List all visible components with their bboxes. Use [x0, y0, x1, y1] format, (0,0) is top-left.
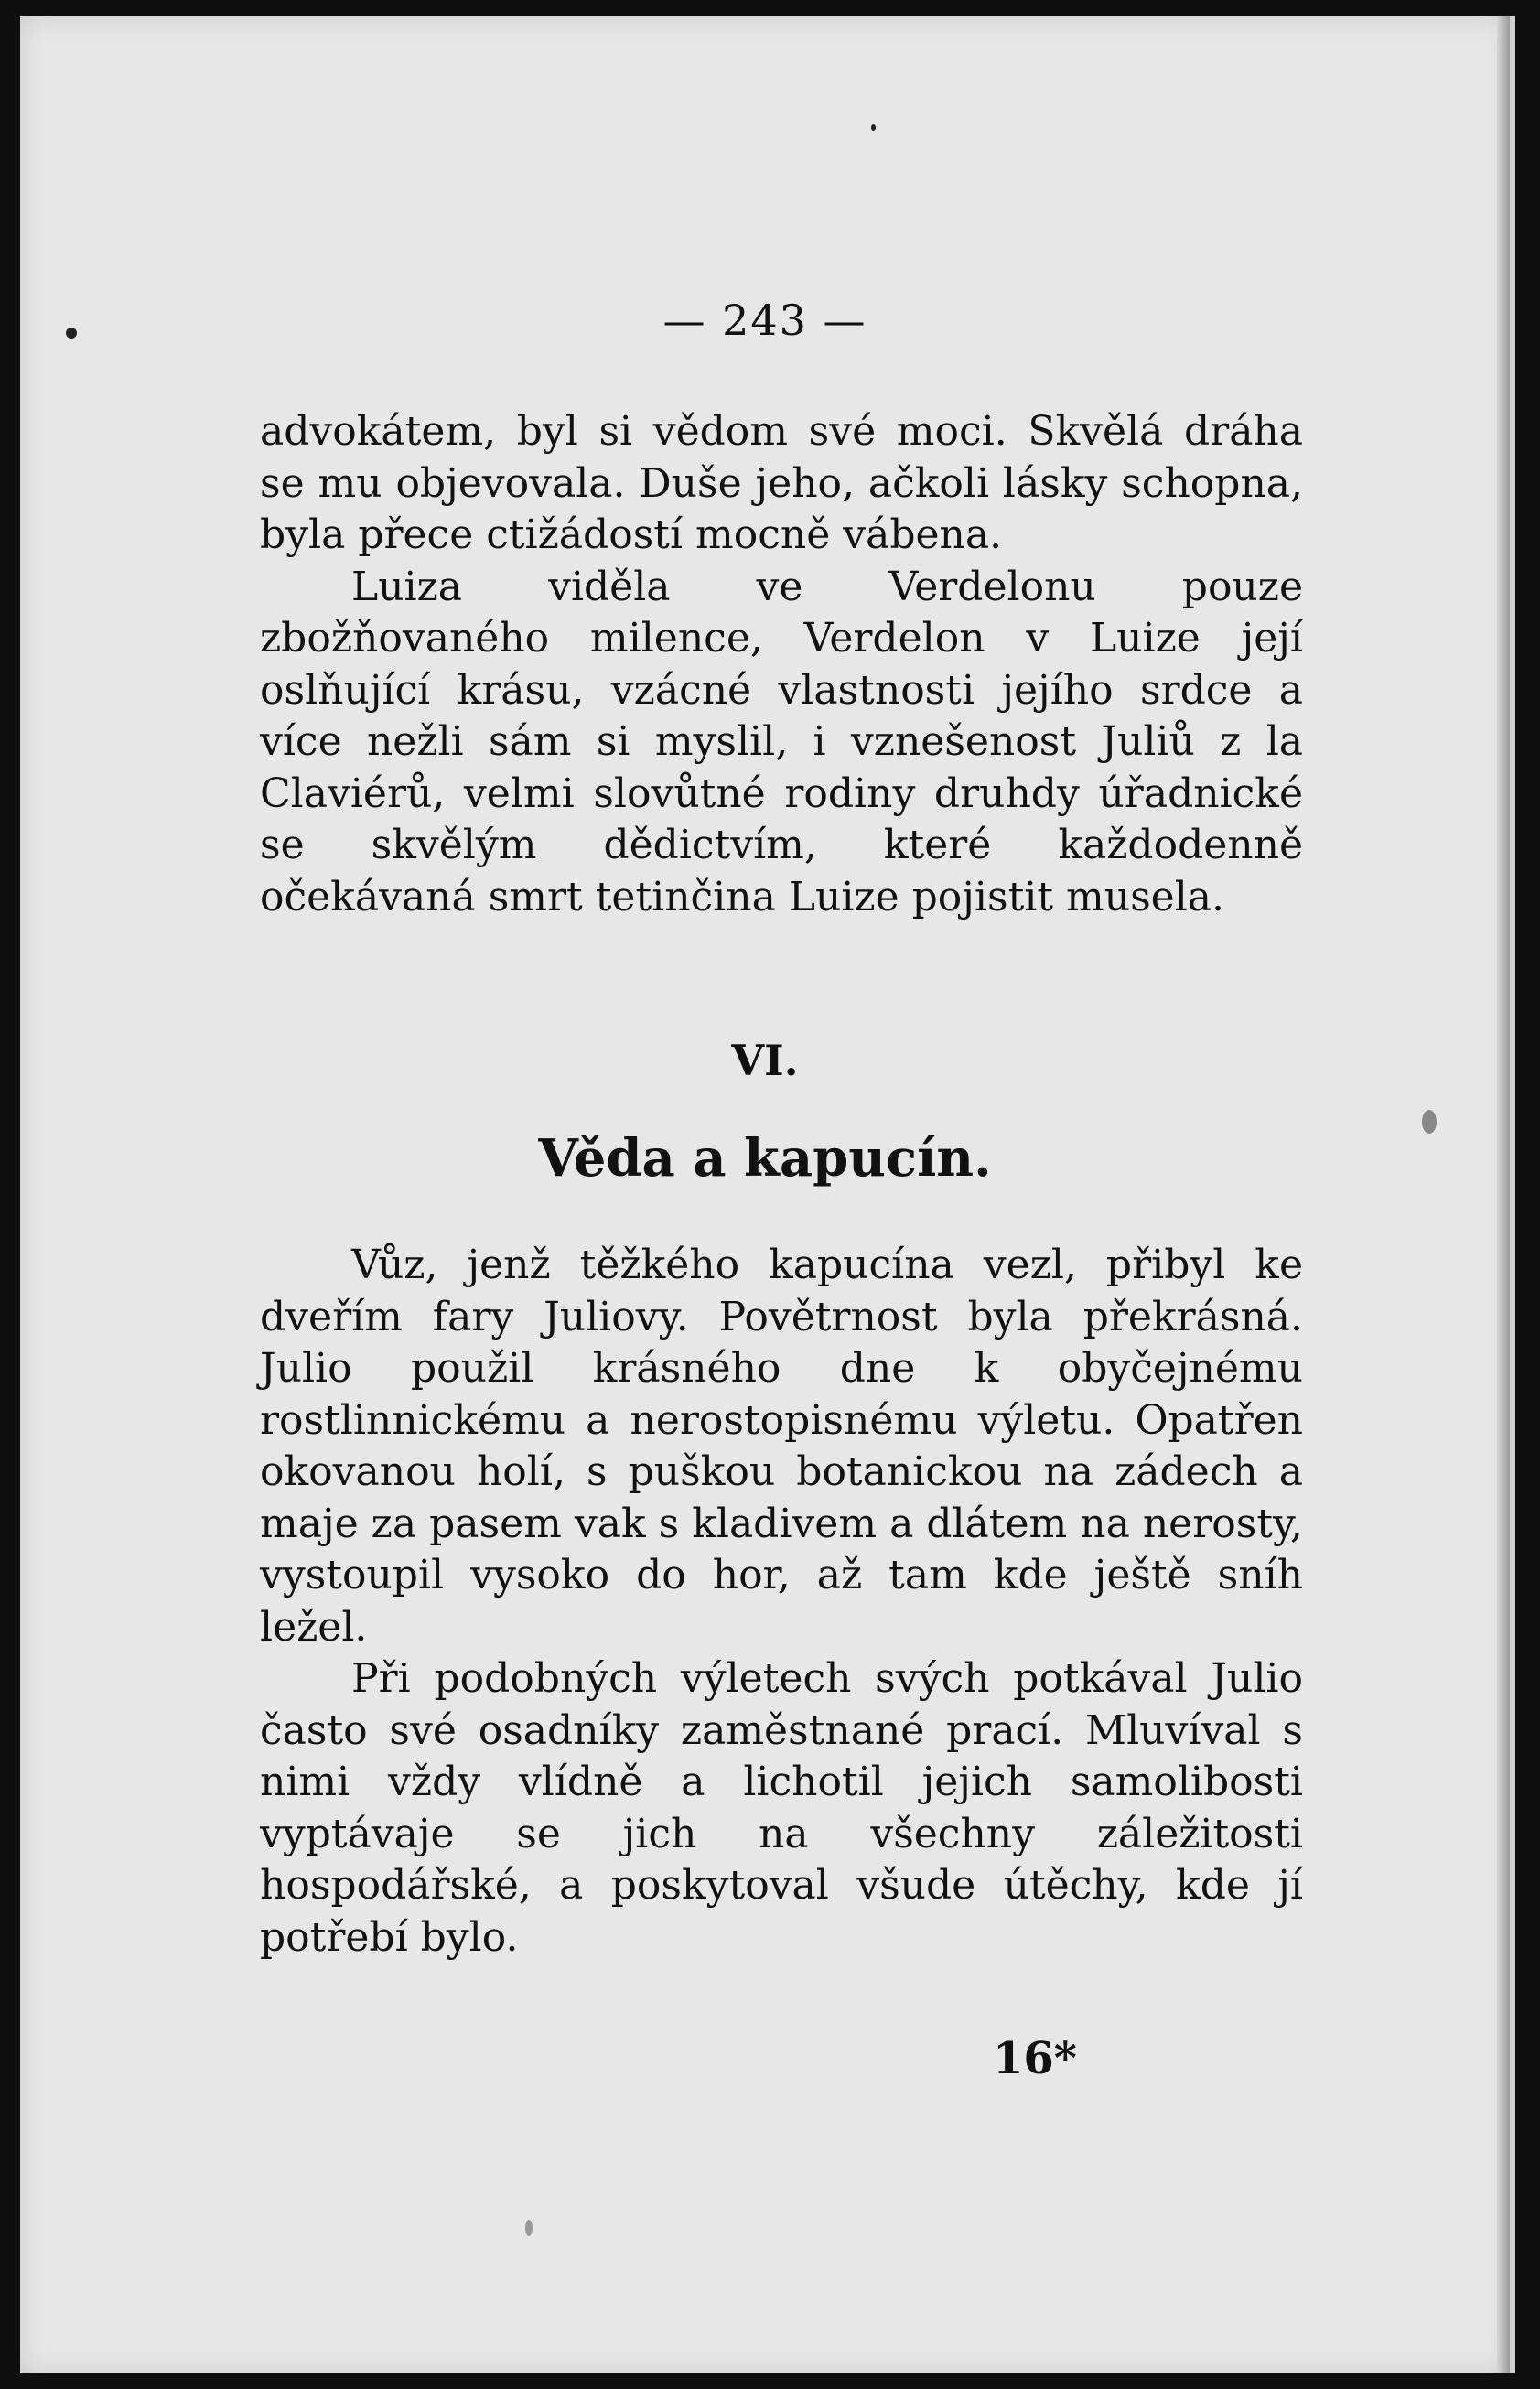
paragraph: Při podobných výletech svých potkával Julio často své osadníky zaměstnané prací. Mluvíval s nimi vždy vlídně a lichotil jejich samolibosti vyptávaje se jich na všechny záležitosti hospodářské, a poskytoval všude útěchy, kde jí potřebí bylo.: [260, 1655, 1303, 1961]
paragraph: advokátem, byl si vědom své moci. Skvělá dráha se mu objevovala. Duše jeho, ačkoli lásky schopna, byla přece ctižádostí mocně vábena.: [260, 408, 1303, 558]
print-speck: [1422, 1110, 1437, 1134]
paragraph: Luiza viděla ve Verdelonu pouze zbožňovaného milence, Verdelon v Luize její oslňující krásu, vzácné vlastnosti jejího srdce a více nežli sám si myslil, i vznešenost Juliů z la Claviérů, velmi slovůtné rodiny druhdy úřadnické se skvělým dědictvím, které každodenně očekávaná smrt tetinčina Luize pojistit musela.: [260, 563, 1303, 920]
text-block-after-chapter: [260, 1240, 1303, 1964]
printer-signature-mark: 16*: [993, 2033, 1077, 2084]
page-edge-shadow: [1497, 16, 1510, 2373]
paragraph: Vůz, jenž těžkého kapucína vezl, přibyl ke dveřím fary Juliovy. Povětrnost byla překrásná. Julio použil krásného dne k obyčejnému rostlinnickému a nerostopisnému výletu. Opatřen okovanou holí, s puškou botanickou na zádech a maje za pasem vak s kladivem a dlátem na nerosty, vystoupil vysoko do hor, až tam kde ještě sníh ležel.: [260, 1242, 1303, 1651]
print-speck: [871, 124, 876, 131]
print-speck: [66, 328, 77, 339]
book-page: [20, 16, 1515, 2373]
chapter-title: Věda a kapucín.: [538, 1128, 992, 1189]
text-block-before-chapter: [260, 406, 1303, 923]
chapter-number: VI.: [731, 1036, 799, 1085]
page-number: — 243 —: [662, 296, 867, 345]
print-speck: [525, 2220, 533, 2236]
